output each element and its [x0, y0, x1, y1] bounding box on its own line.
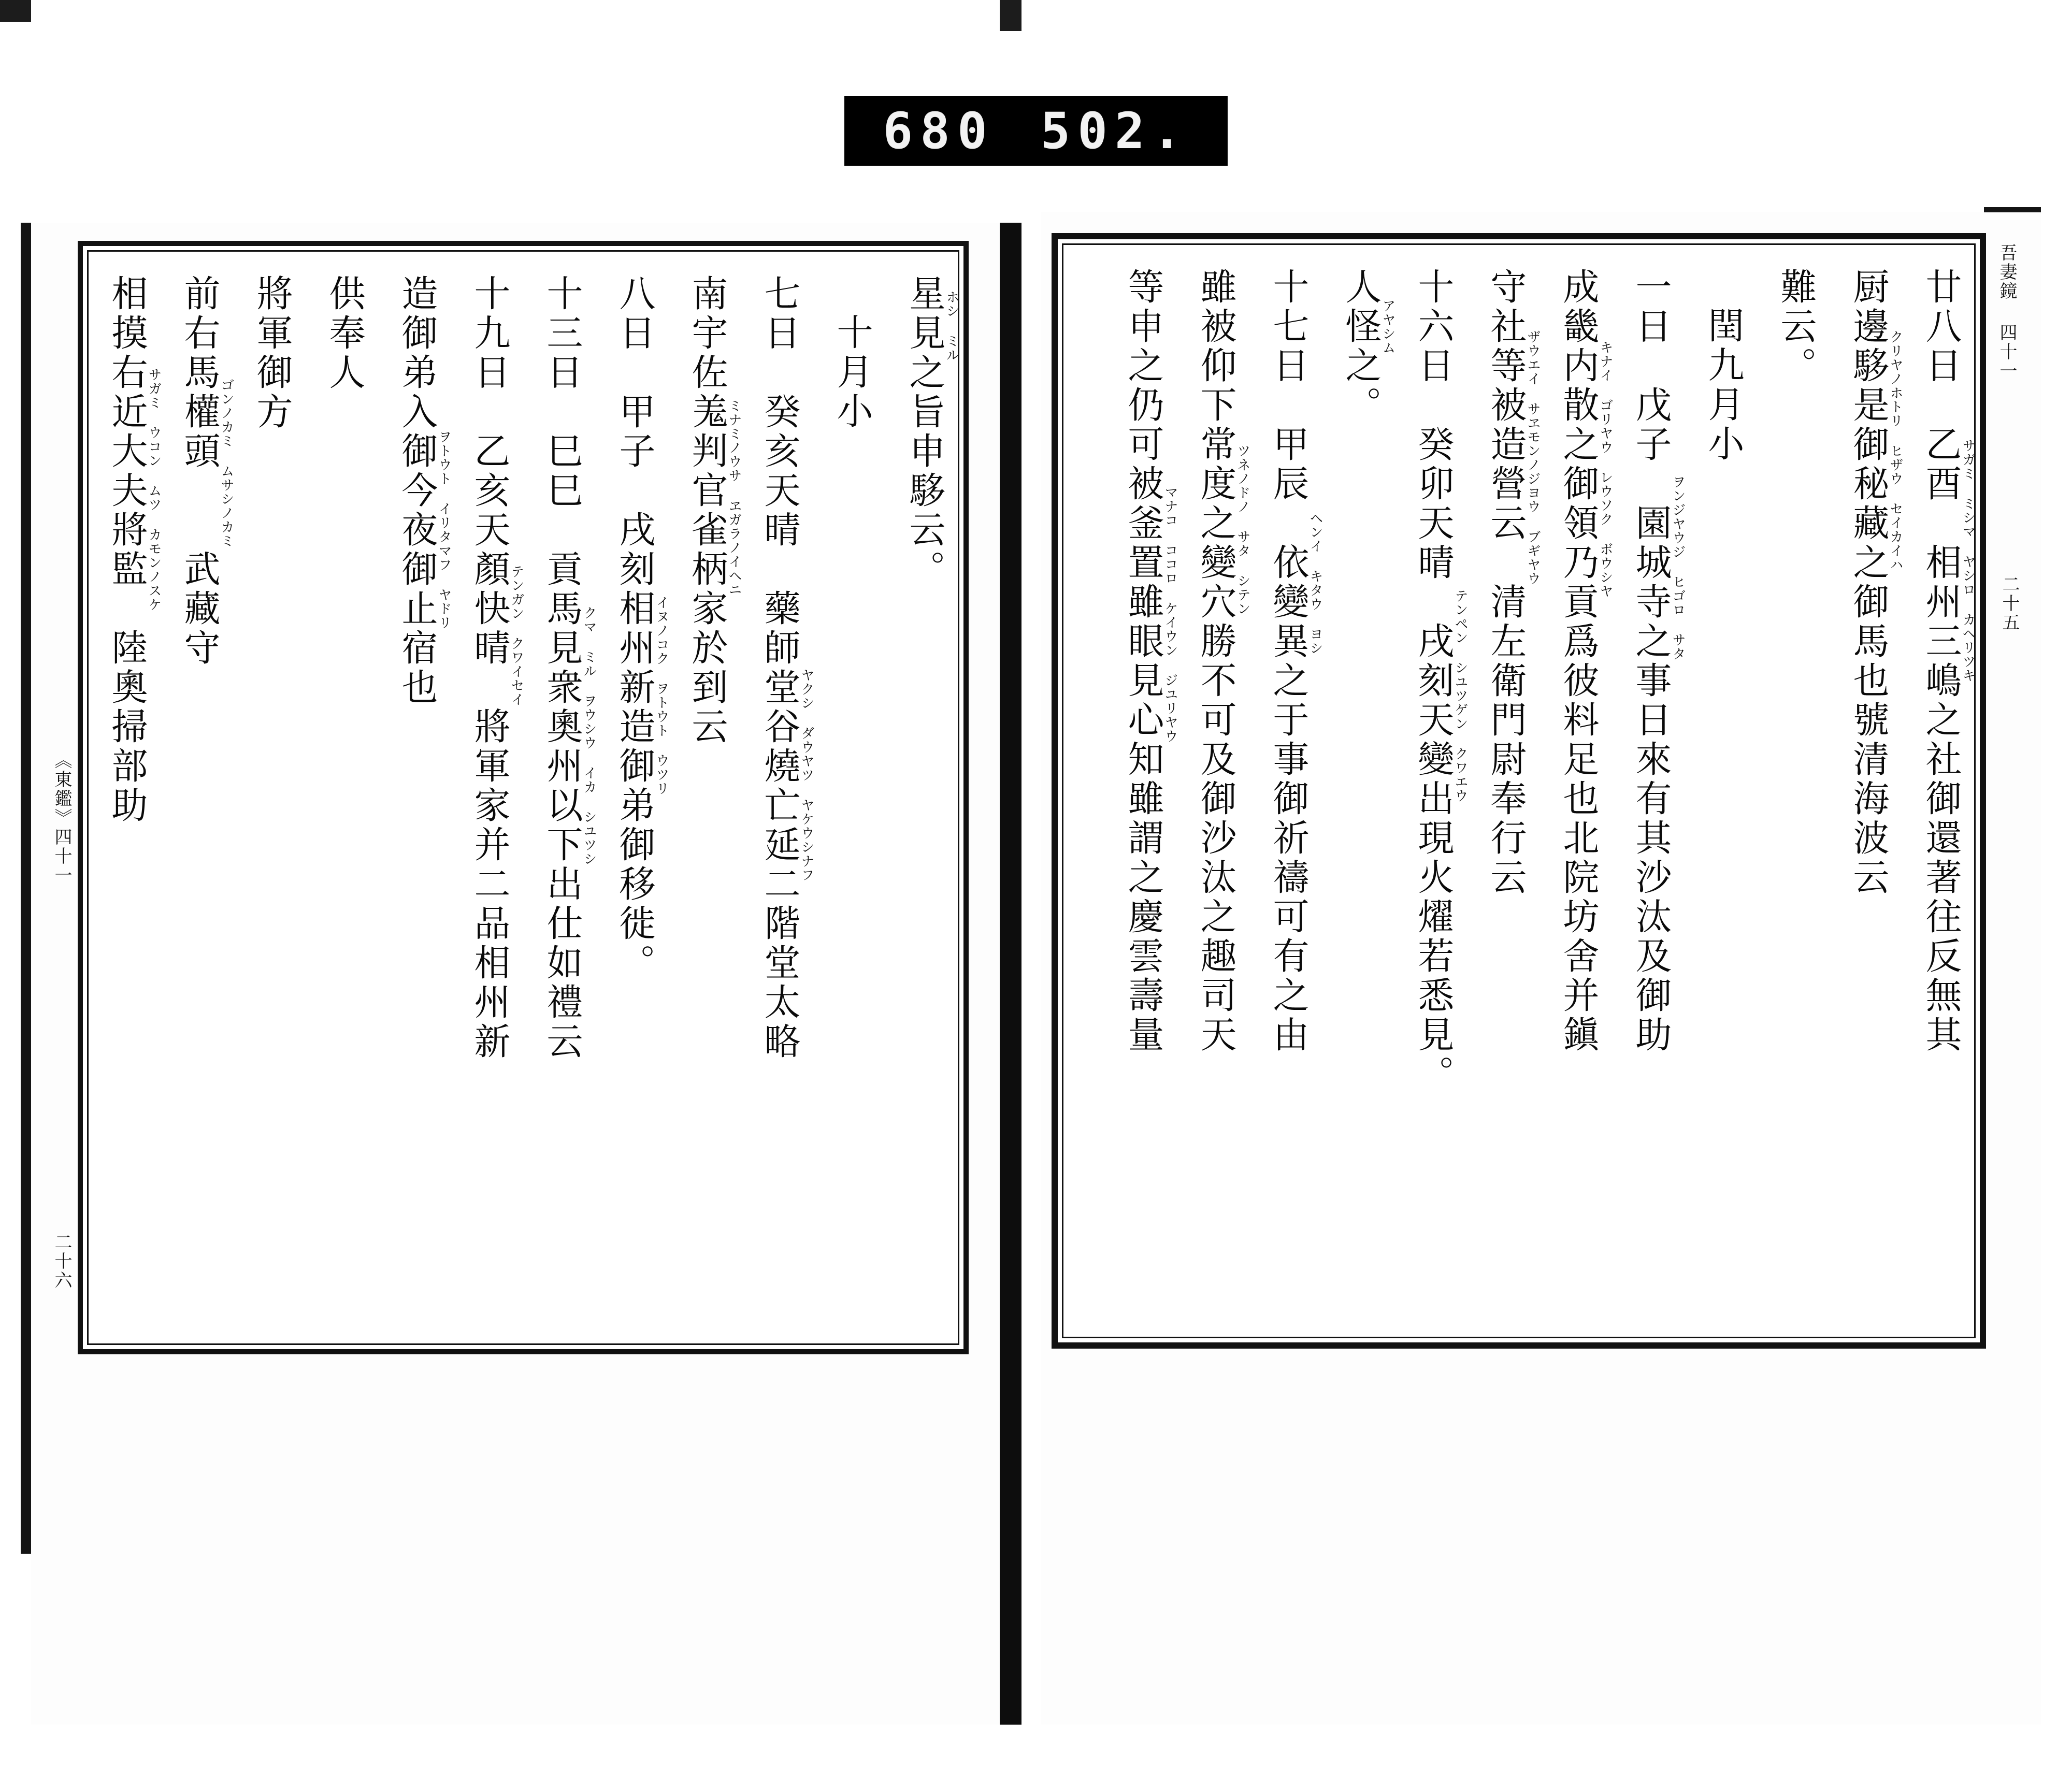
text-column [1412, 268, 1468, 1371]
text-column [831, 313, 873, 1416]
left-page-text-frame [78, 241, 969, 1354]
column-gloss: サガミ ウコン ムツ カモンノスケ [146, 368, 162, 612]
text-column [468, 274, 524, 1378]
column-text: 星見之旨申䮈云。 [903, 274, 946, 589]
right-page-header-label: 吾妻鏡 四十一 [1996, 243, 2017, 381]
column-text: 相摸右近大夫將監 陸奧掃部助 [106, 274, 148, 826]
text-column [1702, 307, 1745, 1410]
column-text: 造御弟入御今夜御止宿也 [396, 274, 438, 707]
text-column [1920, 268, 1976, 1371]
column-gloss: テンペン シユツゲン クワエウ [1452, 589, 1468, 803]
column-gloss: クマ ミル ヲウシウ イカ シユツシ [581, 606, 597, 866]
column-gloss: ヤクシ ダウヤツ ヤケウシナフ [799, 668, 814, 882]
text-column [396, 274, 452, 1378]
column-text: 廿八日 乙酉 相州三嶋之社御還著往反無其 [1920, 268, 1962, 1055]
column-text: 雖被仰下常度之變穴勝不可及御沙汰之趣司天 [1195, 268, 1237, 1055]
column-text: 人怪之。 [1340, 268, 1382, 425]
column-text: 一日 戊子 園城寺之事日來有其沙汰及御助 [1630, 268, 1672, 1055]
text-column [323, 274, 366, 1378]
text-column [1775, 268, 1817, 1371]
column-text: 十三日 巳巳 貢馬見衆奧州以下出仕如禮云 [541, 274, 583, 1062]
column-gloss: ヘンイ キタウ ヨシ [1307, 511, 1323, 655]
column-gloss: ヲンジヤウジ ヒゴロ サタ [1670, 475, 1686, 661]
column-text: 十六日 癸卯天晴 戌刻天變出現火燿若悉見。 [1412, 268, 1455, 1094]
column-gloss: イヌノコク ヲトウト ウツリ [654, 596, 669, 796]
column-text: 難云。 [1775, 268, 1817, 386]
column-text: 守社等被造營云 清左衛門尉奉行云 [1485, 268, 1527, 898]
column-gloss: キナイ ゴリヤウ レウソク ボウシヤ [1598, 340, 1613, 598]
text-column [1630, 268, 1686, 1371]
column-gloss: ミナミノウサ ヱガラノイヘニ [726, 399, 742, 597]
column-gloss: マナコ ココロ ケイウン ジユリヤウ [1162, 485, 1178, 743]
text-column [541, 274, 597, 1378]
text-column [613, 274, 669, 1378]
column-text: 十七日 甲辰 依變異之于事御祈禱可有之由 [1267, 268, 1310, 1055]
left-page-number: 二十六 [51, 1233, 72, 1290]
column-text: 十月小 [831, 313, 873, 431]
column-gloss: ホシ ミル [944, 290, 959, 362]
text-column [106, 274, 162, 1378]
column-text: 南宇佐羗判官雀柄家於到云 [686, 274, 728, 747]
right-page-number: 二十五 [1999, 575, 2020, 632]
text-column [903, 274, 959, 1378]
frame-counter-left-value: 680 [883, 102, 995, 160]
column-gloss: アヤシム [1380, 299, 1395, 355]
text-column [1485, 268, 1541, 1371]
right-page-text-frame [1052, 233, 1986, 1349]
text-column [1847, 268, 1903, 1371]
left-page-edge-label: 《東鑑》四十一 [51, 751, 72, 885]
column-gloss: テンガン クワイセイ [509, 565, 524, 706]
column-gloss: ヲトウト イリタマフ ヤドリ [436, 430, 452, 630]
column-gloss: ザウエイ サヱモンノジヨウ ブギヤウ [1525, 330, 1541, 586]
text-column [1195, 268, 1250, 1371]
left-page [31, 223, 1000, 1725]
column-gloss: ツネノドノ サタ シテン [1235, 444, 1250, 616]
column-text: 厨邊䮈是御秘藏之御馬也號清海波云 [1847, 268, 1890, 898]
text-column [178, 274, 234, 1378]
film-sprocket-top-left [0, 0, 31, 22]
column-text: 供奉人 [323, 274, 366, 393]
left-page-columns [83, 246, 963, 1349]
column-text: 前右馬權頭 武藏守 [178, 274, 221, 668]
right-page [1041, 212, 2041, 1725]
text-column [1122, 268, 1178, 1371]
column-text: 八日 甲子 戌刻相州新造御弟御移徙。 [613, 274, 656, 983]
column-text: 等申之仍可被釜置雖眼見心知雖謂之慶雲壽量 [1122, 268, 1164, 1055]
text-column [251, 274, 293, 1378]
text-column [1267, 268, 1323, 1371]
text-column [1340, 268, 1395, 1371]
film-sprocket-top-mid [1000, 0, 1021, 31]
column-text: 十九日 乙亥天顏快晴 將軍家并二品相州新 [468, 274, 511, 1062]
microfilm-frame-counter [844, 96, 1228, 166]
column-text: 成畿内散之御領乃貢爲彼料足也北院坊舍并鎭 [1557, 268, 1600, 1055]
text-column [1557, 268, 1613, 1371]
column-text: 閏九月小 [1702, 307, 1745, 464]
frame-counter-right-value: 502. [1040, 102, 1189, 160]
column-text: 七日 癸亥天晴 藥師堂谷燒亡延二階堂太略 [758, 274, 801, 1062]
column-text: 將軍御方 [251, 274, 293, 432]
book-gutter [1000, 223, 1021, 1725]
column-gloss: ゴンノカミ ムサシノカミ [219, 378, 234, 548]
text-column [758, 274, 814, 1378]
right-page-columns [1058, 239, 1980, 1342]
column-gloss: サガミ ミシマ ヤシロ カヘリツキ [1960, 439, 1976, 683]
text-column [686, 274, 742, 1378]
column-gloss: クリヤノホトリ ヒザウ セイカイハ [1888, 330, 1903, 572]
